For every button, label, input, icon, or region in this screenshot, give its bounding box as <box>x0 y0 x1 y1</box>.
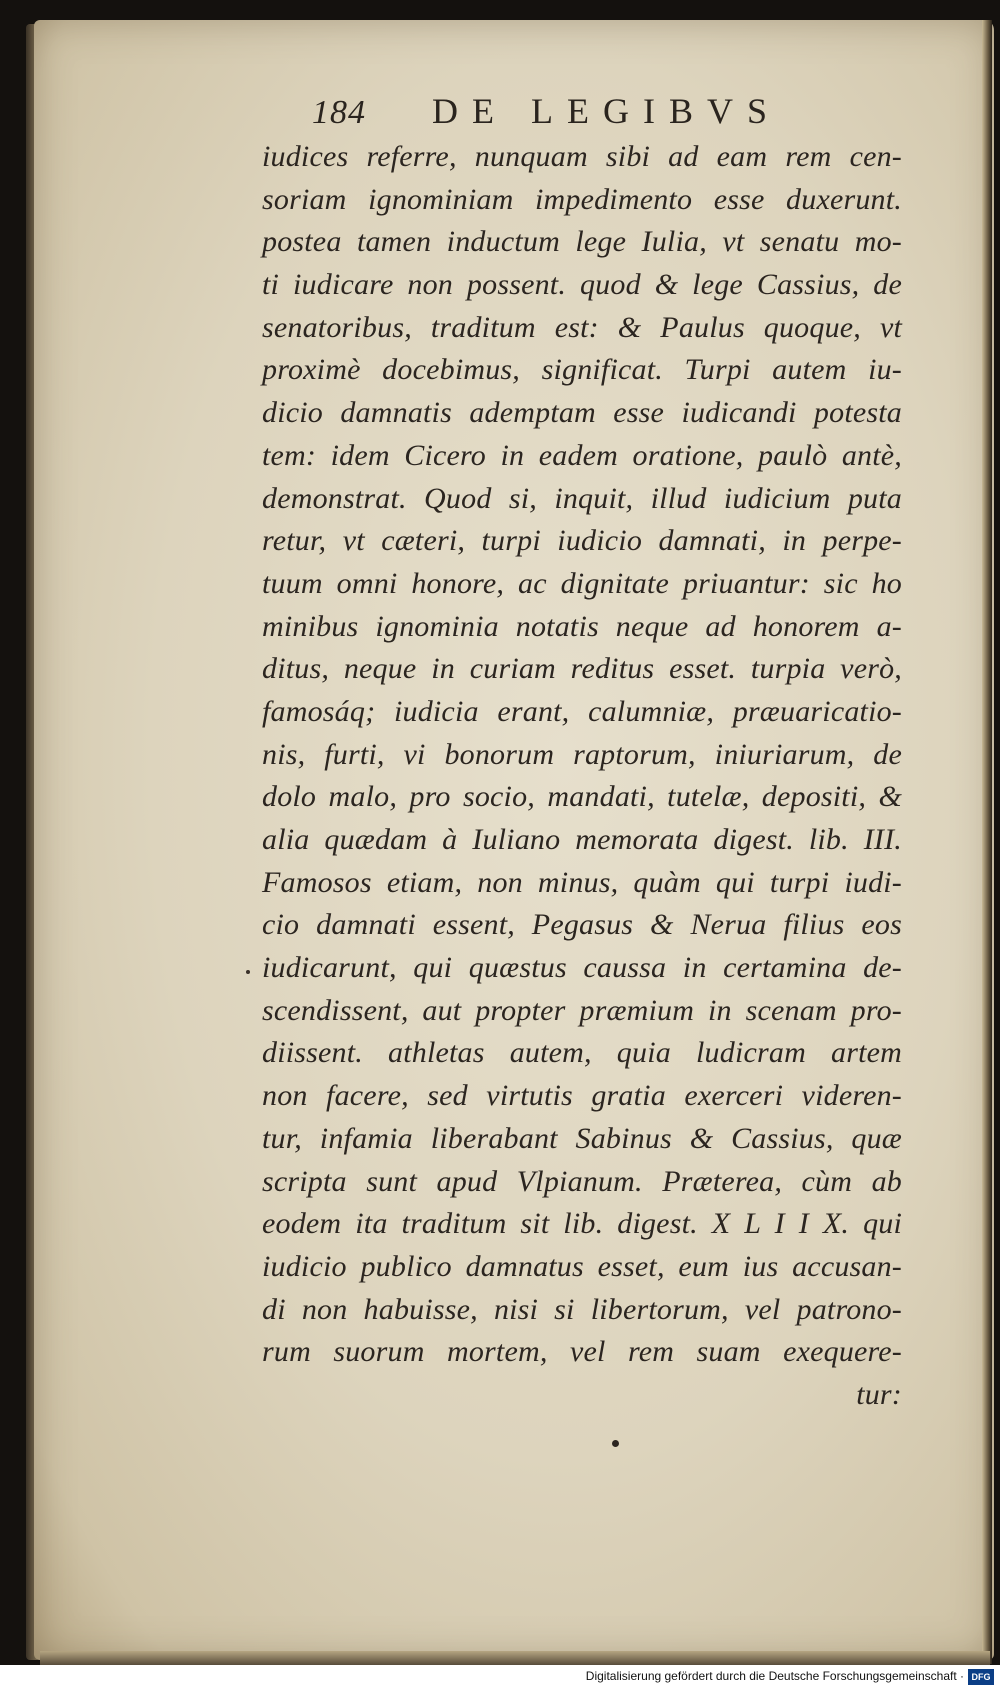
footer-credit: Digitalisierung gefördert durch die Deutsche Forschungsgemeinschaft · <box>585 1669 964 1683</box>
text-line: iudicarunt, qui quæstus caussa in certamina de- <box>262 951 902 985</box>
text-line: dolo malo, pro socio, mandati, tutelæ, depositi, & <box>262 780 902 814</box>
text-line: non facere, sed virtutis gratia exerceri videren- <box>262 1079 902 1113</box>
text-line: proximè docebimus, significat. Turpi autem iu- <box>262 353 902 387</box>
text-line: ditus, neque in curiam reditus esset. turpia verò, <box>262 652 902 686</box>
page-number: 184 <box>312 94 366 131</box>
text-line: tur, infamia liberabant Sabinus & Cassius, quæ <box>262 1121 902 1155</box>
page-header <box>312 90 872 140</box>
dfg-logo-icon: DFG <box>968 1669 994 1685</box>
text-line: eodem ita traditum sit lib. digest. X L I I X. qui <box>262 1207 902 1241</box>
text-line: iudices referre, nunquam sibi ad eam rem cen- <box>262 140 902 173</box>
text-line: scendissent, aut propter præmium in scenam pro- <box>262 993 902 1027</box>
text-line: ti iudicare non possent. quod & lege Cassius, de <box>262 268 902 302</box>
text-line: diissent. athletas autem, quia ludicram artem <box>262 1036 902 1070</box>
text-line: minibus ignominia notatis neque ad honorem a- <box>262 609 902 643</box>
digitization-footer <box>0 1665 1000 1691</box>
ink-speck <box>246 970 250 974</box>
text-line: scripta sunt apud Vlpianum. Præterea, cùm ab <box>262 1164 902 1198</box>
text-line: soriam ignominiam impedimento esse duxerunt. <box>262 182 902 216</box>
text-line: rum suorum mortem, vel rem suam exequere- <box>262 1335 902 1369</box>
text-line: alia quædam à Iuliano memorata digest. lib. III. <box>262 823 902 856</box>
text-line: postea tamen inductum lege Iulia, vt senatu mo- <box>262 225 902 259</box>
text-line: famosáq; iudicia erant, calumniæ, præuaricatio- <box>262 694 902 728</box>
ink-dot <box>612 1440 619 1447</box>
text-line: iudicio publico damnatus esset, eum ius accusan- <box>262 1249 902 1283</box>
text-line: di non habuisse, nisi si libertorum, vel patrono- <box>262 1292 902 1326</box>
text-line: demonstrat. Quod si, inquit, illud iudicium puta <box>262 481 902 515</box>
text-line: retur, vt cæteri, turpi iudicio damnati, in perpe- <box>262 524 902 558</box>
text-line: senatoribus, traditum est: & Paulus quoque, vt <box>262 310 902 344</box>
text-line: nis, furti, vi bonorum raptorum, iniuriarum, de <box>262 737 902 771</box>
text-line: tem: idem Cicero in eadem oratione, paulò antè, <box>262 438 902 472</box>
text-line: dicio damnatis ademptam esse iudicandi potesta <box>262 396 902 430</box>
page-edge-right <box>982 20 992 1664</box>
running-head: DE LEGIBVS <box>432 91 781 131</box>
text-line: tuum omni honore, ac dignitate priuantur: sic ho <box>262 566 902 600</box>
body-text <box>262 136 902 1417</box>
text-line: Famosos etiam, non minus, quàm qui turpi iudi- <box>262 865 902 899</box>
text-line-catchword: tur: <box>856 1377 902 1411</box>
text-line: cio damnati essent, Pegasus & Nerua filius eos <box>262 908 902 942</box>
